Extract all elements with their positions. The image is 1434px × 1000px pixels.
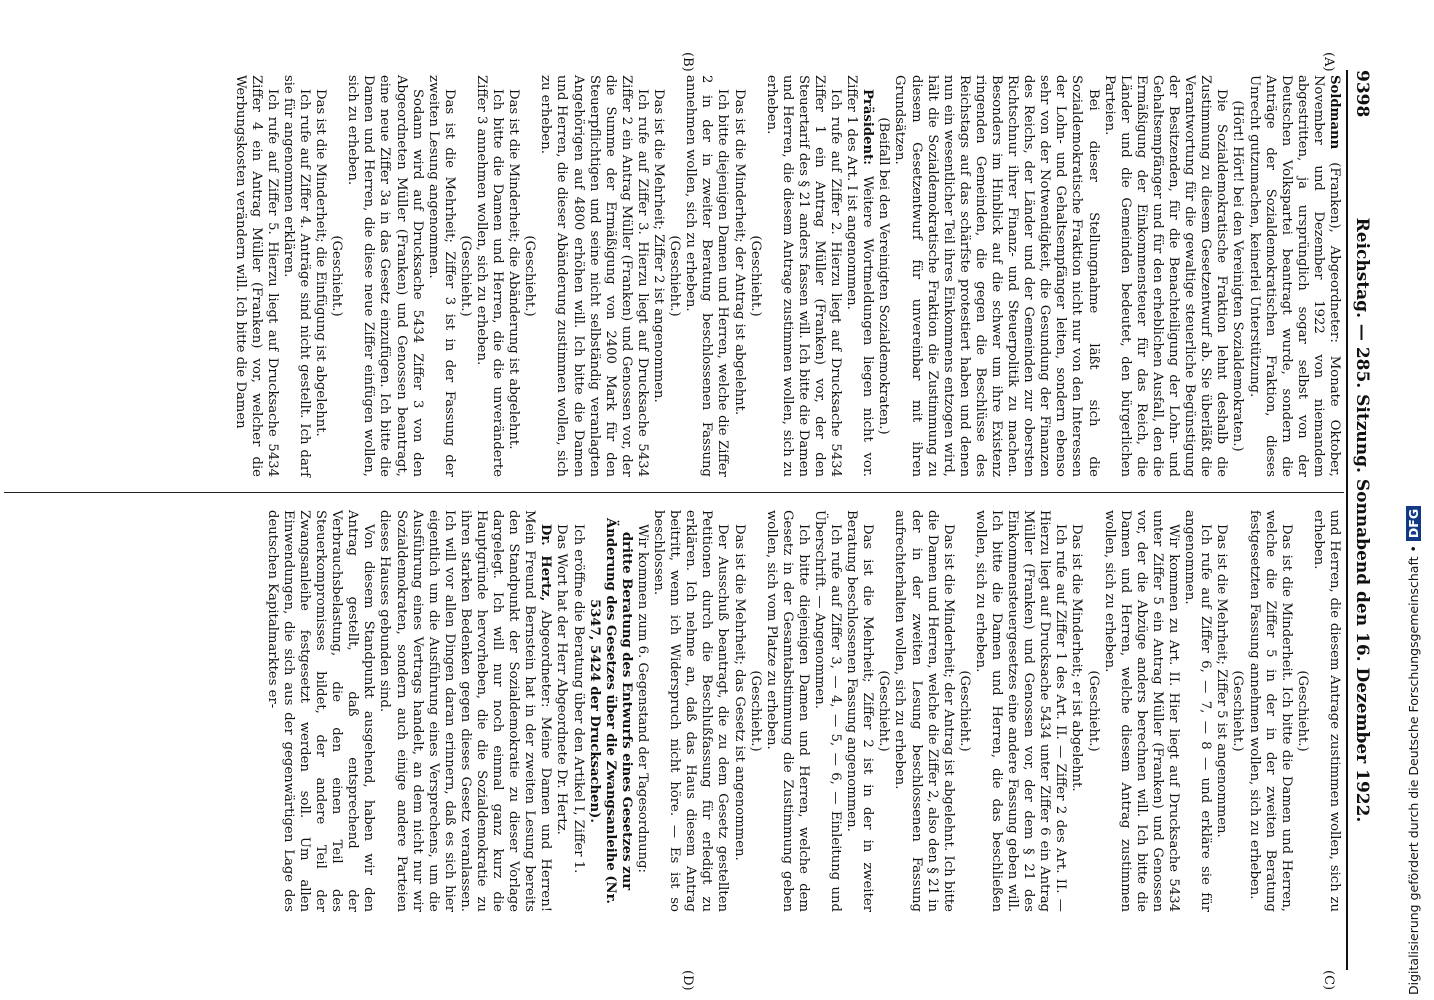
interjection: (Beifall bei den Vereinigten Sozialdemokraten.) bbox=[876, 117, 892, 435]
interjection: (Geschieht.) bbox=[457, 235, 473, 317]
interjection: (Geschieht.) bbox=[747, 235, 763, 317]
interjection: (Hört! Hört! bei den Vereinigten Sozialdemokraten.) bbox=[1230, 100, 1246, 452]
paragraph: Das ist die Mehrheit; das Gesetz ist angenommen. bbox=[731, 524, 747, 861]
paragraph: und Herren, die diesem Antrage zustimmen wollen, sich zu erheben. bbox=[1310, 510, 1342, 912]
margin-mark-d: (D) bbox=[680, 970, 695, 991]
paragraph: Ich bitte die Damen und Herren, die die unveränderte Ziffer 3 annehmen wollen, sich zu erheben. bbox=[474, 75, 506, 477]
paragraph: Ich rufe auf Ziffer 4. Anträge sind nicht gestellt. Ich darf sie für angenommen erklären. bbox=[280, 75, 312, 477]
interjection: (Geschieht.) bbox=[329, 235, 345, 317]
paragraph: Ich bitte diejenigen Damen und Herren, welche die Ziffer 2 in der in zweiter Beratung beschlossenen Fassung annehmen wollen, sich zu erheben. bbox=[683, 75, 731, 477]
paragraph: Das Wort hat der Herr Abgeordnete Dr. Hertz. bbox=[554, 524, 570, 835]
paragraph: Präsident: Weitere Wortmeldungen liegen nicht vor. Ziffer 1 des Art. I ist angenommen. bbox=[844, 75, 876, 477]
paragraph: Das ist die Mehrheit; Ziffer 2 ist in der in zweiter Beratung beschlossenen Fassung angenommen. bbox=[844, 510, 876, 912]
paragraph: Sodann wird auf Drucksache 5434 Ziffer 3 von den Abgeordneten Müller (Franken) und Genossen beantragt, eine neue Ziffer 3a in das Gesetz einzufügen. Ich bitte die Damen und Herren, die diese neue Ziffer einfügen wollen, sich zu erheben. bbox=[345, 75, 425, 477]
paragraph: Ich rufe auf Ziffer 2. Hierzu liegt auf Drucksache 5434 Ziffer 1 ein Antrag Müller (Franken) vor, der den Steuertarif des § 21 anders fassen will. Ich bitte die Damen und Herren, die diesem Antrage zustimmen wollen, sich zu erheben. bbox=[763, 75, 844, 477]
paragraph: Das ist die Mehrheit; Ziffer 2 ist angenommen. bbox=[651, 89, 667, 403]
paragraph: Der Ausschuß beantragt, die zu dem Gesetz gestellten Petitionen durch die Beschlußfassung für erledigt zu erklären. Ich nehme an, daß das Haus diesem Antrag beitritt, wenn ich Widerspruch nicht höre. — Es ist so beschlossen. bbox=[651, 510, 731, 912]
right-column bbox=[264, 510, 1342, 912]
left-column bbox=[232, 75, 1342, 477]
paragraph: Wir kommen zu Art. II. Hier liegt auf Drucksache 5434 unter Ziffer 5 ein Antrag Müller (Franken) und Genossen vor, der die Abzüge anders berechnen will. Ich bitte die Damen und Herren, welche diesem Antrag zustimmen wollen, sich zu erheben. bbox=[1101, 510, 1182, 912]
paragraph: Ich rufe auf Ziffer 3, — 4, — 5, — 6, — Einleitung und Überschrift. — Angenommen. bbox=[812, 510, 844, 912]
paragraph: Die Sozialdemokratische Fraktion lehnt deshalb die Zustimmung zu diesem Gesetzentwurf ab. Sie überläßt die Verantwortung für die gewaltige steuerliche Begünstigung der Besitzenden, für die Benachteiligung der Lohn- und Gehaltsempfänger und für den erheblichen Ausfall, den die Ermäßigung der Einkommensteuer für das Reich, die Länder und die Gemeinden bedeutet, den bürgerlichen Parteien. bbox=[1101, 75, 1230, 477]
interjection: (Geschieht.) bbox=[667, 235, 683, 317]
column-divider bbox=[4, 492, 1344, 493]
interjection: (Geschieht.) bbox=[522, 235, 538, 317]
paragraph: Soldmann (Franken), Abgeordneter: Monate Oktober, November und Dezember 1922 von niemandem abgestritten, ja ursprünglich sogar selbst von der Deutschen Volkspartei beantragt wurde, sondern die Anträge der Sozialdemokratischen Fraktion, dieses Unrecht gutzumachen, keinerlei Unterstützung. bbox=[1246, 75, 1342, 477]
paragraph: Das ist die Minderheit; der Antrag ist abgelehnt. bbox=[731, 89, 747, 416]
paragraph: Von diesem Standpunkt ausgehend, haben wir den Antrag gestellt, daß entsprechend der Verbrauchsbelastung, die den einen Teil des Steuerkompromisses bildet, der andere Teil der Zwangsanleihe festgesetzt werden soll. Um allen Einwendungen, die sich aus der gegenwärtigen Lage des deutschen Kapitalmarktes er- bbox=[264, 510, 377, 912]
paragraph: Bei dieser Stellungnahme läßt sich die Sozialdemokratische Fraktion nicht nur von den Interessen der Lohn- und Gehaltsempfänger leiten, sondern ebenso sehr von der Notwendigkeit, die Gesundung der Finanzen des Reichs, der Länder und der Gemeinden zur obersten Richtschnur ihrer Finanz- und Steuerpolitik zu machen. Besonders im Hinblick auf die schwer um ihre Existenz ringenden Gemeinden, die gegen die Beschlüsse des Reichstags auf das schärfste protestiert haben und denen nun ein wesentlicher Teil ihres Einkommens entzogen wird, hält die Sozialdemokratische Fraktion die Zustimmung zu diesem Gesetzentwurf für unvereinbar mit ihren Grundsätzen. bbox=[892, 75, 1101, 477]
paragraph: Ich rufe auf Ziffer 3. Hierzu liegt auf Drucksache 5434 Ziffer 2 ein Antrag Müller (Franken) und Genossen vor, der die Summe der Ermäßigung von 2400 Mark für den Steuerpflichtigen und seine nicht selbständig veranlagten Angehörigen auf 4800 erhöhen will. Ich bitte die Damen und Herren, die dieser Abänderung zustimmen wollen, sich zu erheben. bbox=[538, 75, 650, 477]
page-header bbox=[1350, 70, 1372, 970]
digitization-credit bbox=[1400, 0, 1434, 1000]
paragraph: Das ist die Mehrheit; Ziffer 3 ist in der Fassung der zweiten Lesung angenommen. bbox=[425, 75, 457, 477]
paragraph: Das ist die Minderheit; der Antrag ist abgelehnt. Ich bitte die Damen und Herren, welche die Ziffer 2, also den § 21 in der in der zweiten Lesung beschlossenen Fassung aufrechterhalten wollen, sich zu erheben. bbox=[892, 510, 956, 912]
credit-text: Digitalisierung gefördert durch die Deutsche Forschungsgemeinschaft • bbox=[1406, 545, 1421, 995]
paragraph: Ich eröffne die Beratung über den Artikel I, Ziffer 1. bbox=[570, 524, 586, 874]
paragraph: Wir kommen zum 6. Gegenstand der Tagesordnung: bbox=[634, 524, 650, 873]
margin-mark-c: (C) bbox=[1321, 970, 1336, 991]
dfg-logo: DFG bbox=[1406, 506, 1421, 541]
paragraph: Das ist die Minderheit; die Abänderung ist abgelehnt. bbox=[506, 89, 522, 450]
margin-mark-b: (B) bbox=[680, 52, 695, 72]
interjection: (Geschieht.) bbox=[1230, 670, 1246, 752]
paragraph: Das ist die Mehrheit; Ziffer 5 ist angenommen. bbox=[1214, 524, 1230, 838]
interjection: (Geschieht.) bbox=[747, 670, 763, 752]
paragraph: Das ist die Minderheit. Ich bitte die Damen und Herren, welche die Ziffer 5 in der in der zweiten Beratung festgesetzten Fassung annehmen wollen, sich zu erheben. bbox=[1246, 510, 1294, 912]
interjection: (Geschieht.) bbox=[876, 670, 892, 752]
page-number: 9398 bbox=[1352, 70, 1372, 118]
interjection: (Geschieht.) bbox=[956, 670, 972, 752]
paragraph: Dr. Hertz, Abgeordneter: Meine Damen und Herren! Mein Freund Bernstein hat in der zweiten Lesung bereits den Standpunkt der Sozialdemokratie zu dieser Vorlage dargelegt. Ich will nur noch einmal ganz kurz die Hauptgründe hervorheben, die die Sozialdemokratie zu ihren starken Bedenken gegen dieses Gesetz veranlassen. Ich will vor allen Dingen daran erinnern, daß es sich hier eigentlich um die Ausführung eines Versprechens, um die Ausführung eines Vertrags handelt, an dem nicht nur wir Sozialdemokraten, sondern auch einige andere Parteien dieses Hauses gebunden sind. bbox=[377, 510, 554, 912]
paragraph: Ich bitte diejenigen Damen und Herren, welche dem Gesetz in der Gesamtabstimmung die Zustimmung geben wollen, sich vom Platze zu erheben. bbox=[763, 510, 811, 912]
agenda-item: dritte Beratung des Entwurfs eines Gesetzes zur Änderung des Gesetzes über die Zwangsanleihe (Nr. 5347, 5424 der Drucksachen). bbox=[586, 518, 634, 904]
paragraph: Ich rufe auf Ziffer 6, — 7, — 8 — und erkläre sie für angenommen. bbox=[1182, 510, 1214, 912]
interjection: (Geschieht.) bbox=[1294, 670, 1310, 752]
header-rule bbox=[1346, 70, 1348, 970]
interjection: (Geschieht.) bbox=[1085, 670, 1101, 752]
paragraph: Das ist die Minderheit; er ist abgelehnt. bbox=[1069, 524, 1085, 792]
paragraph: Das ist die Minderheit; die Einfügung ist abgelehnt. bbox=[313, 89, 329, 437]
header-title: Reichstag. — 285. Sitzung. Sonnabend den 16. Dezember 1922. bbox=[1352, 217, 1372, 823]
paragraph: Ich rufe auf Ziffer 5. Hierzu liegt auf Drucksache 5434 Ziffer 4 ein Antrag Müller (Franken) vor, welcher die Werbungskosten verändern will. Ich bitte die Damen bbox=[232, 75, 280, 477]
paragraph: Ich rufe auf Ziffer 1 des Art. II. — Ziffer 2 des Art. II. — Hierzu liegt auf Drucksache 5434 unter Ziffer 6 ein Antrag Müller (Franken) und Genossen vor, der dem § 21 des Einkommensteuergesetzes eine andere Fassung geben will. Ich bitte die Damen und Herren, die das beschließen wollen, sich zu erheben. bbox=[972, 510, 1069, 912]
margin-mark-a: (A) bbox=[1321, 52, 1336, 72]
